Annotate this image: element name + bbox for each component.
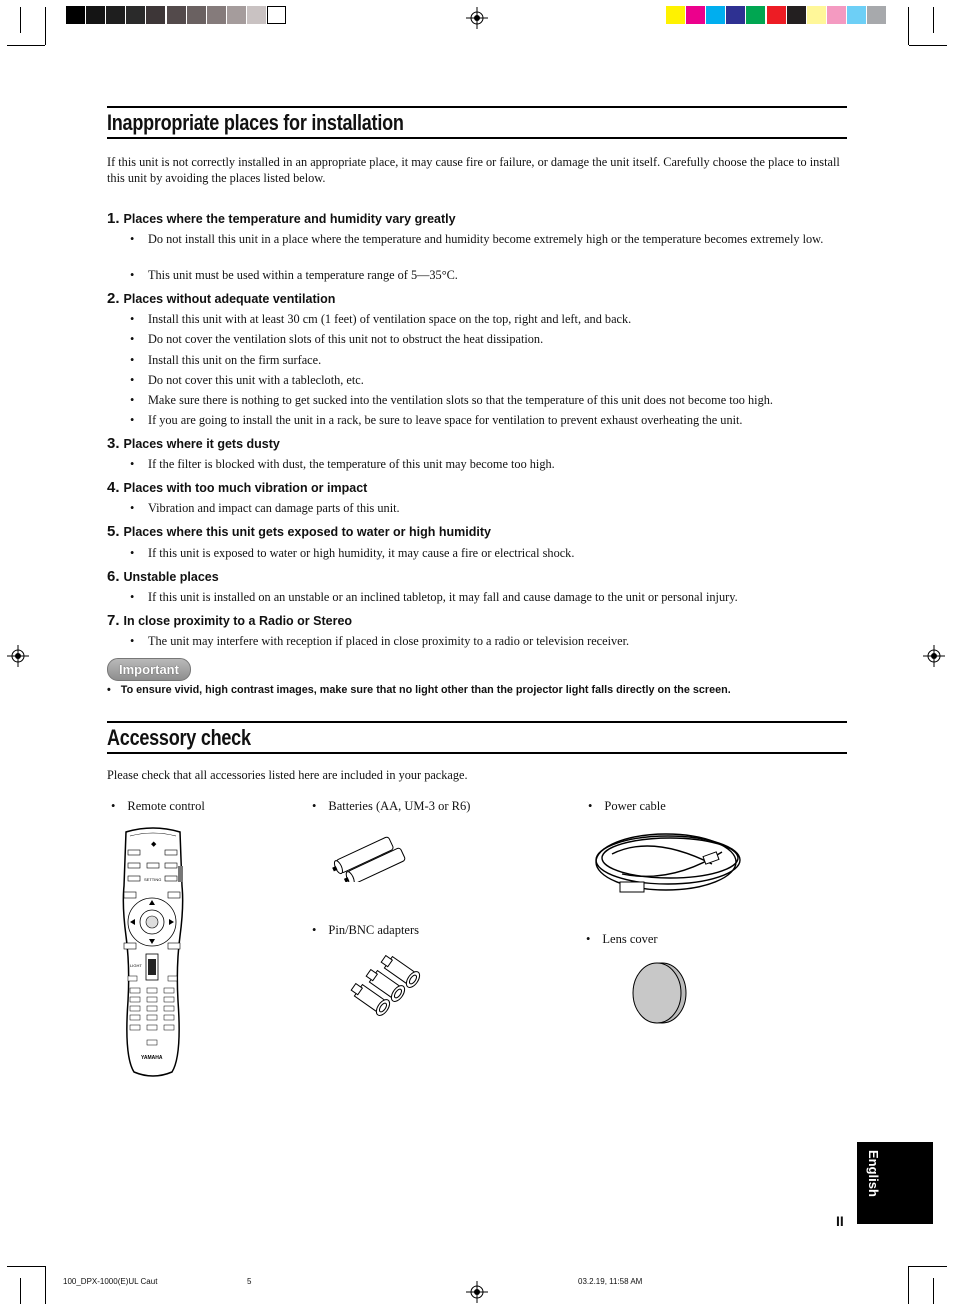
installation-bullet xyxy=(130,545,840,561)
bullet-text: If the filter is blocked with dust, the temperature of this unit may become too high. xyxy=(148,457,555,471)
batteries-illustration xyxy=(330,836,414,882)
bullet-mark: • xyxy=(130,232,135,246)
installation-item-heading xyxy=(107,612,352,629)
installation-bullet xyxy=(130,231,840,247)
bullet-text: If this unit is installed on an unstable or an inclined tabletop, it may fall and cause damage to the unit or personal injury. xyxy=(148,590,738,604)
svg-text:◆: ◆ xyxy=(151,841,157,848)
color-swatch xyxy=(867,6,886,24)
item-number: 2. xyxy=(107,290,120,307)
installation-bullet xyxy=(130,392,840,408)
color-swatch xyxy=(686,6,705,24)
gray-swatch xyxy=(187,6,206,24)
item-heading-text: Places where it gets dusty xyxy=(123,437,280,451)
accessory-intro: Please check that all accessories listed here are included in your package. xyxy=(107,768,468,782)
bullet-text: If this unit is exposed to water or high humidity, it may cause a fire or electrical shock. xyxy=(148,546,575,560)
gray-swatch xyxy=(66,6,85,24)
installation-item-heading xyxy=(107,568,219,585)
installation-bullet xyxy=(130,589,840,605)
color-swatch xyxy=(767,6,786,24)
installation-item-heading xyxy=(107,290,335,307)
color-swatch xyxy=(787,6,806,24)
gray-swatch xyxy=(267,6,286,24)
bullet-mark: • xyxy=(130,268,135,282)
installation-item-heading xyxy=(107,210,456,227)
section-title-accessory: Accessory check xyxy=(107,721,847,754)
color-swatch xyxy=(807,6,826,24)
section-title-installation: Inappropriate places for installation xyxy=(107,106,847,139)
installation-item-heading xyxy=(107,479,367,496)
gray-swatch xyxy=(146,6,165,24)
bullet-mark: • xyxy=(130,413,135,427)
svg-text:LIGHT: LIGHT xyxy=(130,963,142,968)
bullet-text: Install this unit with at least 30 cm (1 feet) of ventilation space on the top, right and left, and back. xyxy=(148,312,632,326)
registration-mark-icon xyxy=(466,7,488,29)
installation-bullet xyxy=(130,372,840,388)
bullet-mark: • xyxy=(130,332,135,346)
item-number: 4. xyxy=(107,479,120,496)
bullet-mark: • xyxy=(130,634,135,648)
registration-mark-icon xyxy=(923,645,945,667)
bullet-text: Do not cover this unit with a tablecloth, etc. xyxy=(148,373,364,387)
item-heading-text: Places with too much vibration or impact xyxy=(123,481,368,495)
bullet-mark: • xyxy=(130,373,135,387)
bullet-text: Vibration and impact can damage parts of this unit. xyxy=(148,501,400,515)
remote-setting-label: SETTING xyxy=(144,877,162,882)
bullet-text: Install this unit on the firm surface. xyxy=(148,353,322,367)
installation-bullet xyxy=(130,500,840,516)
installation-item-heading xyxy=(107,523,491,540)
color-swatch xyxy=(746,6,765,24)
gray-swatch xyxy=(167,6,186,24)
installation-intro: If this unit is not correctly installed in an appropriate place, it may cause fire or failure, or damage the unit itself. Carefully choose the place to install this unit by avoiding the places listed below. xyxy=(107,155,840,185)
bullet-mark: • xyxy=(130,546,135,560)
bullet-text: The unit may interfere with reception if placed in close proximity to a radio or television receiver. xyxy=(148,634,630,648)
installation-bullet xyxy=(130,456,840,472)
item-number: 5. xyxy=(107,523,120,540)
bullet-mark: • xyxy=(130,590,135,604)
color-swatch xyxy=(706,6,725,24)
bullet-mark: • xyxy=(130,312,135,326)
installation-bullet xyxy=(130,633,840,649)
item-heading-text: Unstable places xyxy=(123,570,219,584)
item-heading-text: Places where this unit gets exposed to water or high humidity xyxy=(123,525,491,539)
footer-date: 03.2.19, 11:58 AM xyxy=(578,1277,643,1286)
language-tab-label: English xyxy=(866,1150,881,1197)
gray-swatch xyxy=(227,6,246,24)
bullet-text: Make sure there is nothing to get sucked into the ventilation slots so that the temperature of this unit does not become too high. xyxy=(148,393,773,407)
accessory-adapters: • Pin/BNC adapters xyxy=(312,923,420,937)
language-tab xyxy=(857,1142,933,1224)
lens-cover-illustration xyxy=(630,960,688,1026)
bullet-text: Do not install this unit in a place where the temperature and humidity become extremely high or the temperature becomes extremely low. xyxy=(148,232,824,246)
footer-filename: 100_DPX-1000(E)UL Caut xyxy=(63,1277,158,1286)
installation-bullet xyxy=(130,412,840,428)
color-swatch xyxy=(726,6,745,24)
remote-control-illustration xyxy=(112,826,194,1080)
important-badge: Important xyxy=(107,658,191,681)
installation-bullet xyxy=(130,331,840,347)
bullet-mark: • xyxy=(130,353,135,367)
bullet-mark: • xyxy=(130,501,135,515)
installation-item-heading xyxy=(107,435,280,452)
accessory-batteries: • Batteries (AA, UM-3 or R6) xyxy=(312,799,471,813)
bullet-text: This unit must be used within a temperature range of 5—35°C. xyxy=(148,268,458,282)
registration-mark-icon xyxy=(466,1281,488,1303)
power-cable-illustration xyxy=(592,824,746,900)
gray-swatch xyxy=(207,6,226,24)
gray-swatch xyxy=(126,6,145,24)
item-number: 1. xyxy=(107,210,120,227)
bullet-mark: • xyxy=(130,457,135,471)
gray-swatch xyxy=(106,6,125,24)
installation-bullet xyxy=(130,311,840,327)
item-number: 7. xyxy=(107,612,120,629)
footer-page: 5 xyxy=(247,1277,252,1286)
installation-bullet xyxy=(130,267,840,283)
color-swatch xyxy=(827,6,846,24)
gray-swatch xyxy=(247,6,266,24)
color-swatch xyxy=(847,6,866,24)
accessory-lens-cover: • Lens cover xyxy=(586,932,658,946)
installation-bullet xyxy=(130,352,840,368)
page-number: II xyxy=(836,1213,844,1229)
item-heading-text: Places where the temperature and humidity vary greatly xyxy=(123,212,456,226)
pin-bnc-adapters-illustration xyxy=(338,950,426,1032)
remote-brand-label: YAMAHA xyxy=(141,1055,163,1061)
accessory-remote-control: • Remote control xyxy=(111,799,205,813)
item-number: 3. xyxy=(107,435,120,452)
accessory-power-cable: • Power cable xyxy=(588,799,666,813)
item-heading-text: In close proximity to a Radio or Stereo xyxy=(123,614,353,628)
bullet-mark: • xyxy=(130,393,135,407)
item-heading-text: Places without adequate ventilation xyxy=(123,292,336,306)
item-number: 6. xyxy=(107,568,120,585)
color-swatch xyxy=(666,6,685,24)
bullet-text: Do not cover the ventilation slots of this unit not to obstruct the heat dissipation. xyxy=(148,332,544,346)
important-note: • To ensure vivid, high contrast images, make sure that no light other than the projector light falls directly on the screen. xyxy=(107,684,731,696)
registration-mark-icon xyxy=(7,645,29,667)
bullet-text: If you are going to install the unit in a rack, be sure to leave space for ventilation to prevent exhaust overheating the unit. xyxy=(148,413,743,427)
gray-swatch xyxy=(86,6,105,24)
